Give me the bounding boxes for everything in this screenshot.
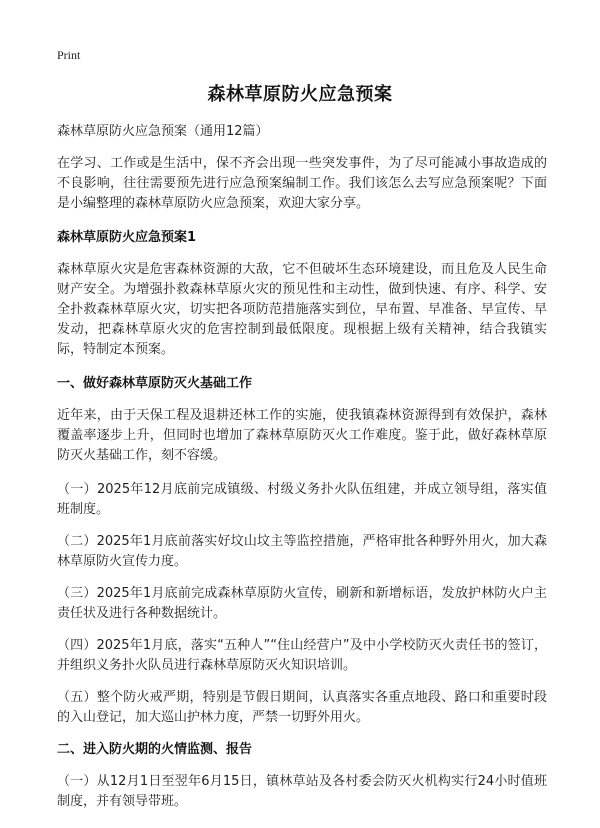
- list-item: （二）2025年1月底前落实好坟山坟主等监控措施，严格审批各种野外用火，加大森林草原防火宣传力度。: [57, 534, 547, 569]
- list-item: （一）从12月1日至翌年6月15日，镇林草站及各村委会防灭火机构实行24小时值班制度，并有领导带班。: [57, 774, 547, 809]
- intro-paragraph: 在学习、工作或是生活中，保不齐会出现一些突发事件，为了尽可能减小事故造成的不良影响，往往需要预先进行应急预案编制工作。我们该怎么去写应急预案呢？下面是小编整理的森林草原防火应急预案，欢迎大家分享。: [57, 156, 547, 211]
- list-item: （一）2025年12月底前完成镇级、村级义务扑火队伍组建，并成立领导组，落实值班制度。: [57, 482, 547, 517]
- article-subtitle: 森林草原防火应急预案（通用12篇）: [57, 124, 269, 139]
- section-paragraph: 森林草原火灾是危害森林资源的大敌，它不但破坏生态环境建设，而且危及人民生命财产安全。为增强扑救森林草原火灾的预见性和主动性，做到快速、有序、科学、安全扑救森林草原火灾，切实把各项防范措施落实到位，早布置、早准备、早宣传、早发动，把森林草原火灾的危害控制到最低限度。现根据上级有关精神，结合我镇实际，特制定本预案。: [57, 262, 547, 357]
- article-body: [57, 122, 547, 824]
- part-heading: 二、进入防火期的火情监测、报告: [57, 742, 253, 757]
- list-item: （五）整个防火戒严期，特别是节假日期间，认真落实各重点地段、路口和重要时段的入山登记，加大巡山护林力度，严禁一切野外用火。: [57, 690, 547, 725]
- print-link[interactable]: Print: [57, 48, 81, 62]
- list-item: （三）2025年1月底前完成森林草原防火宣传，刷新和新增标语，发放护林防火户主责任状及进行各种数据统计。: [57, 586, 547, 621]
- section-heading: 森林草原防火应急预案1: [57, 230, 197, 245]
- list-item: （四）2025年1月底，落实“五种人”“住山经营户”及中小学校防灭火责任书的签订，并组织义务扑火队员进行森林草原防灭火知识培训。: [57, 638, 547, 673]
- part-heading: 一、做好森林草原防灭火基础工作: [57, 376, 253, 391]
- part-paragraph: 近年来，由于天保工程及退耕还林工作的实施，使我镇森林资源得到有效保护，森林覆盖率逐步上升，但同时也增加了森林草原防灭火工作难度。鉴于此，做好森林草原防灭火基础工作，刻不容缓。: [57, 408, 547, 463]
- page-title: 森林草原防火应急预案: [207, 84, 393, 105]
